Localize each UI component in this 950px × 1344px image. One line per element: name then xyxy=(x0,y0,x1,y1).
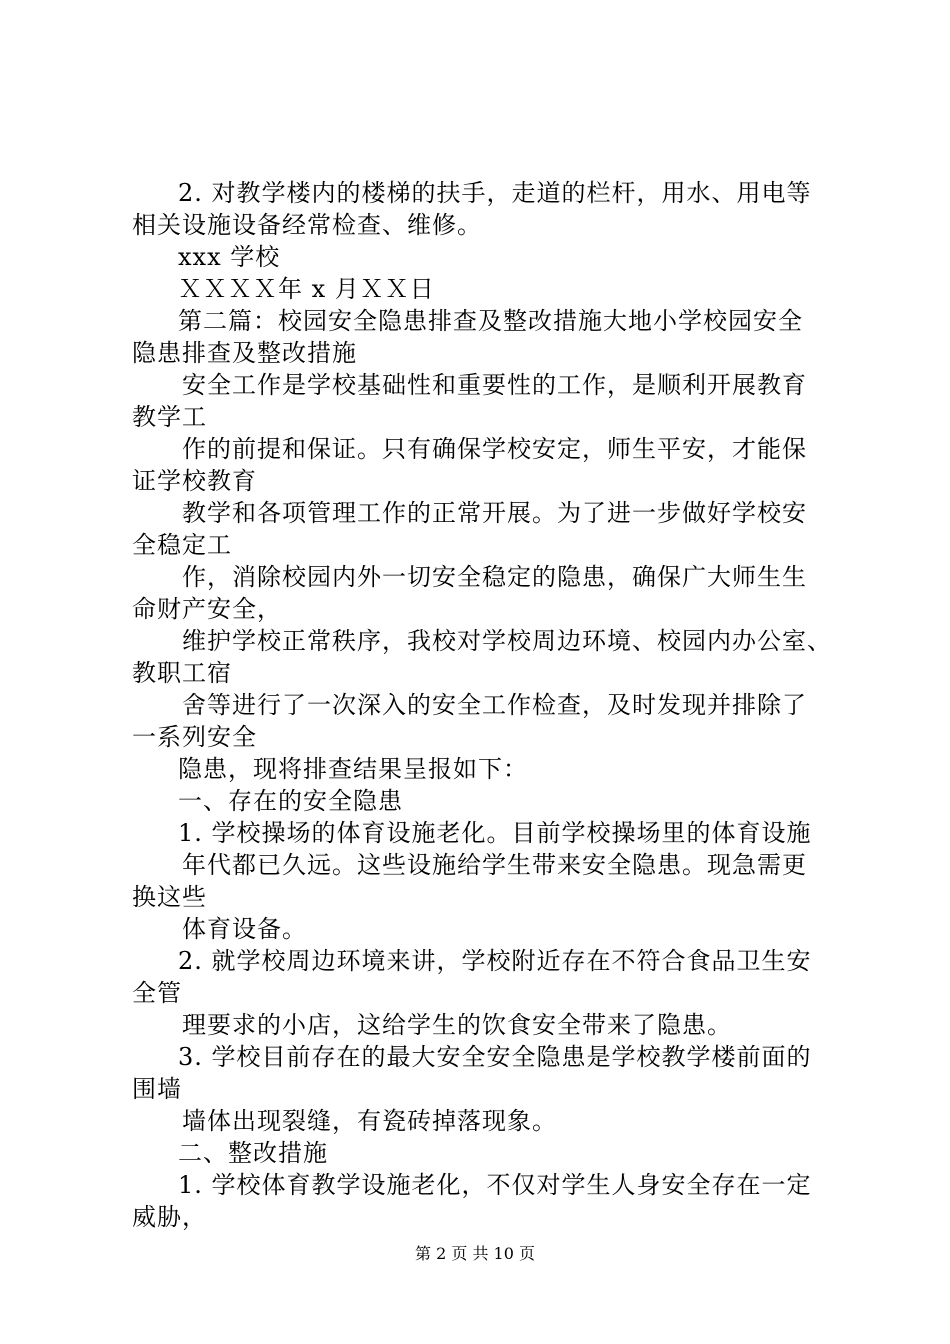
text-line: xxx 学校 xyxy=(178,243,281,271)
text-line: 2. 就学校周边环境来讲，学校附近存在不符合食品卫生安 xyxy=(178,947,812,975)
section-heading: 一、存在的安全隐患 xyxy=(178,787,403,815)
text-line: 命财产安全， xyxy=(132,595,282,623)
text-line: 维护学校正常秩序，我校对学校周边环境、校园内办公室、 xyxy=(182,627,832,655)
text-line: 第二篇：校园安全隐患排查及整改措施大地小学校园安全 xyxy=(178,307,803,335)
text-line: 相关设施设备经常检查、维修。 xyxy=(132,211,482,239)
text-line: 隐患排查及整改措施 xyxy=(132,339,357,367)
page-number-footer: 第 2 页 共 10 页 xyxy=(415,1244,535,1263)
text-line: 证学校教育 xyxy=(132,467,257,495)
text-line: 换这些 xyxy=(132,883,207,911)
text-line: 全稳定工 xyxy=(132,531,232,559)
text-line: 理要求的小店，这给学生的饮食安全带来了隐患。 xyxy=(182,1011,732,1039)
text-line: 隐患，现将排查结果呈报如下： xyxy=(178,755,528,783)
text-line: 教职工宿 xyxy=(132,659,232,687)
text-line: ＸＸＸＸ年 x 月ＸＸ日 xyxy=(178,275,435,303)
text-line: 全管 xyxy=(132,979,182,1007)
text-line: 一系列安全 xyxy=(132,723,257,751)
text-line: 教学工 xyxy=(132,403,207,431)
text-line: 1. 学校操场的体育设施老化。目前学校操场里的体育设施 xyxy=(178,819,812,847)
text-line: 安全工作是学校基础性和重要性的工作，是顺利开展教育 xyxy=(182,371,807,399)
text-line: 年代都已久远。这些设施给学生带来安全隐患。现急需更 xyxy=(182,851,807,879)
text-line: 舍等进行了一次深入的安全工作检查，及时发现并排除了 xyxy=(182,691,807,719)
section-heading: 二、整改措施 xyxy=(178,1139,328,1167)
text-line: 体育设备。 xyxy=(182,915,307,943)
text-line: 1. 学校体育教学设施老化，不仅对学生人身安全存在一定 xyxy=(178,1171,812,1199)
text-line: 教学和各项管理工作的正常开展。为了进一步做好学校安 xyxy=(182,499,807,527)
text-line: 3. 学校目前存在的最大安全安全隐患是学校教学楼前面的 xyxy=(178,1043,812,1071)
text-line: 墙体出现裂缝，有瓷砖掉落现象。 xyxy=(182,1107,557,1135)
text-line: 作，消除校园内外一切安全稳定的隐患，确保广大师生生 xyxy=(182,563,807,591)
text-line: 围墙 xyxy=(132,1075,182,1103)
text-line: 作的前提和保证。只有确保学校安定，师生平安，才能保 xyxy=(182,435,807,463)
text-line: 2. 对教学楼内的楼梯的扶手，走道的栏杆，用水、用电等 xyxy=(178,179,812,207)
text-line: 威胁， xyxy=(132,1203,207,1231)
